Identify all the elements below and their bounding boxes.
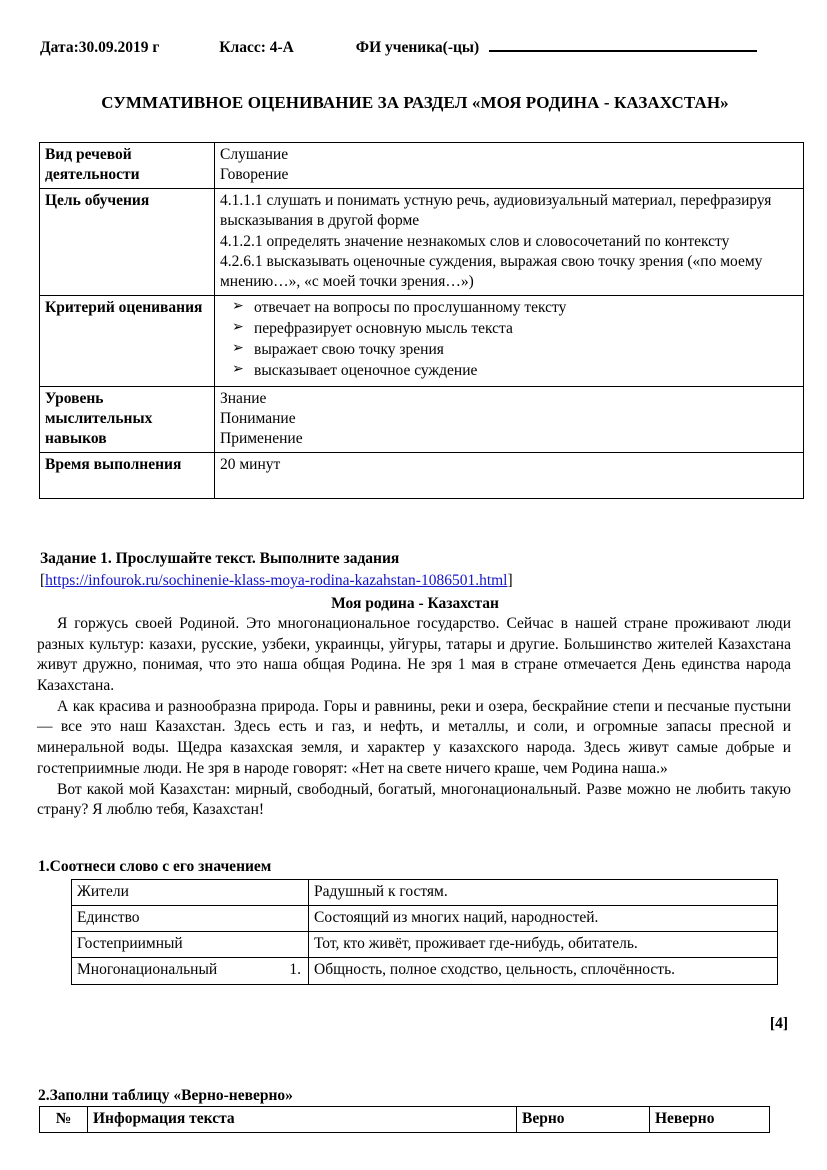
criteria-text: перефразирует основную мысль текста (254, 320, 513, 338)
spec-value-time (215, 452, 804, 498)
criteria-list (220, 298, 798, 382)
spec-line: 4.1.1.1 слушать и понимать устную речь, аудиовизуальный материал, перефразируя высказывания в другой форме (220, 192, 772, 230)
spec-line: Знание (220, 389, 267, 407)
match-term: Жители (77, 883, 129, 900)
table-header-row (40, 1107, 770, 1133)
spec-line: Слушание (220, 146, 289, 163)
list-item (220, 361, 798, 381)
column-header-true: Верно (517, 1107, 650, 1133)
marks-badge: [4] (769, 1015, 788, 1032)
match-term: Единство (77, 909, 140, 927)
match-term-cell[interactable] (72, 880, 309, 906)
column-header-number: № (40, 1107, 88, 1133)
spec-value-assessment-criteria (215, 295, 804, 386)
spec-label-thinking-skills: Уровень мыслительных навыков (40, 386, 215, 452)
table-row (40, 452, 804, 498)
spec-value-thinking-skills (215, 386, 804, 452)
spec-label-activity-type: Вид речевой деятельности (40, 143, 215, 189)
spec-line-empty (220, 475, 798, 495)
list-item (220, 298, 798, 318)
spec-line: 4.1.2.1 определять значение незнакомых слов и словосочетаний по контексту (220, 232, 730, 250)
table-row (40, 386, 804, 452)
arrow-bullet-icon: ➢ (232, 298, 244, 314)
spec-line: 20 минут (220, 455, 281, 473)
table-row (72, 906, 778, 932)
story-paragraph: Вот какой мой Казахстан: мирный, свободный, богатый, многонациональный. Разве можно не любить такую страну? Я люблю тебя, Казахстан! (37, 780, 791, 819)
match-term: Многонациональный (77, 961, 218, 979)
match-definition-cell: Тот, кто живёт, проживает где-нибудь, обитатель. (309, 932, 778, 958)
list-item (220, 340, 798, 360)
document-header (40, 38, 788, 59)
table-row (72, 932, 778, 958)
question-2-heading: 2.Заполни таблицу «Верно-неверно» (38, 1087, 293, 1104)
match-definition-cell: Радушный к гостям. (309, 880, 778, 906)
match-term-cell[interactable] (72, 906, 309, 932)
assessment-spec-table (39, 142, 804, 499)
table-row (72, 880, 778, 906)
task-1-heading: Задание 1. Прослушайте текст. Выполните задания (40, 550, 400, 567)
match-term-cell[interactable] (72, 958, 309, 984)
spec-label-time: Время выполнения (40, 452, 215, 498)
story-paragraph: А как красива и разнообразна природа. Горы и равнины, реки и озера, бескрайние степи и песчаные пустыни — все это наш Казахстан. Здесь есть и газ, и нефть, и металлы, и соли, и огромные запасы пресной и минеральной воды. Щедра казахская земля, и характер у казахского народа. Здесь живут самые добрые и гостеприимные люди. Не зря в народе говорят: «Нет на свете ничего краше, чем Родина наша.» (37, 697, 791, 777)
spec-line: Применение (220, 429, 303, 447)
table-row (72, 958, 778, 984)
page-title: СУММАТИВНОЕ ОЦЕНИВАНИЕ ЗА РАЗДЕЛ «МОЯ РОДИНА - КАЗАХСТАН» (101, 93, 729, 112)
source-url-link[interactable]: https://infourok.ru/sochinenie-klass-moya-rodina-kazahstan-1086501.html (45, 572, 508, 589)
story-title: Моя родина - Казахстан (331, 595, 499, 612)
student-name-blank[interactable] (489, 38, 757, 52)
arrow-bullet-icon: ➢ (232, 341, 244, 357)
match-answer-number[interactable]: 1. (289, 961, 301, 979)
table-row (40, 143, 804, 189)
spec-line: Говорение (220, 166, 289, 184)
true-false-table (39, 1106, 770, 1133)
arrow-bullet-icon: ➢ (232, 362, 244, 378)
match-definition-cell: Общность, полное сходство, цельность, сплочённость. (309, 958, 778, 984)
spec-label-learning-objective: Цель обучения (40, 189, 215, 296)
story-body (37, 614, 791, 821)
student-name-label: ФИ ученика(-цы) (355, 39, 480, 57)
date-field: Дата:30.09.2019 г (40, 39, 160, 57)
question-1-heading: 1.Соотнеси слово с его значением (38, 858, 272, 875)
column-header-information: Информация текста (88, 1107, 517, 1133)
spec-line: Понимание (220, 409, 296, 427)
list-item (220, 319, 798, 339)
criteria-text: высказывает оценочное суждение (254, 362, 478, 380)
source-link-line (40, 571, 513, 591)
match-definition-cell: Состоящий из многих наций, народностей. (309, 906, 778, 932)
column-header-false: Неверно (650, 1107, 770, 1133)
criteria-text: отвечает на вопросы по прослушанному тексту (254, 298, 567, 316)
bracket-open: [ (40, 572, 46, 589)
word-matching-table (71, 879, 778, 985)
spec-value-learning-objective (215, 189, 804, 296)
story-paragraph: Я горжусь своей Родиной. Это многонациональное государство. Сейчас в нашей стране проживают люди разных культур: казахи, русские, узбеки, украинцы, уйгуры, татары и другие. Большинство жителей Казахстана живут дружно, понимая, что это наша общая Родина. Не зря 1 мая в стране отмечается День единства народа Казахстана. (37, 615, 791, 695)
spec-label-assessment-criteria: Критерий оценивания (40, 295, 215, 386)
bracket-close: ] (507, 572, 513, 589)
spec-value-activity-type (215, 143, 804, 189)
match-term: Гостеприимный (77, 935, 183, 953)
table-row (40, 295, 804, 386)
class-field: Класс: 4-А (219, 39, 294, 57)
arrow-bullet-icon: ➢ (232, 320, 244, 336)
match-term-cell[interactable] (72, 932, 309, 958)
table-row (40, 189, 804, 296)
spec-line: 4.2.6.1 высказывать оценочные суждения, выражая свою точку зрения («по моему мнению…», «с моей точки зрения…») (220, 252, 763, 290)
criteria-text: выражает свою точку зрения (254, 341, 444, 359)
